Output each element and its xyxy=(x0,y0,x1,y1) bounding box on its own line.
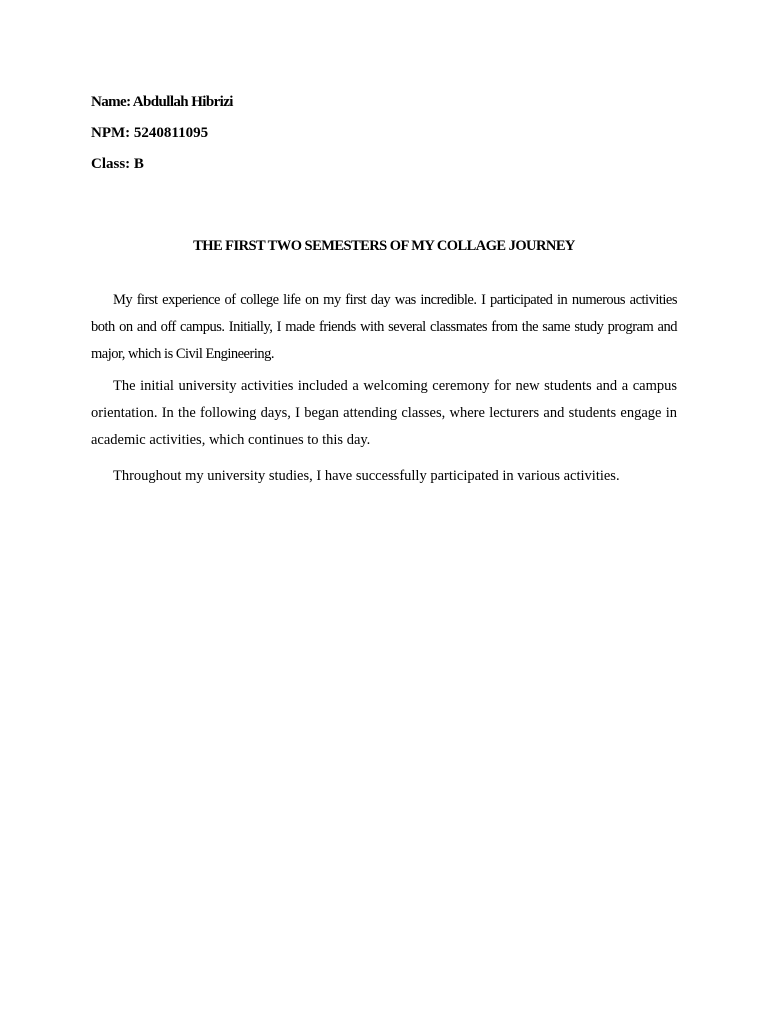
student-npm: NPM: 5240811095 xyxy=(91,125,209,141)
paragraph: Throughout my university studies, I have successfully participated in various activities. xyxy=(113,468,620,484)
document-title: THE FIRST TWO SEMESTERS OF MY COLLAGE JOURNEY xyxy=(193,238,575,254)
student-class: Class: B xyxy=(91,156,144,172)
document-body xyxy=(91,287,677,495)
paragraph: My first experience of college life on my first day was incredible. I participated in numerous activities both on and off campus. Initially, I made friends with several classmates from the same study program and major, which is Civil Engineering. xyxy=(91,292,677,362)
student-info xyxy=(91,92,233,185)
paragraph: The initial university activities included a welcoming ceremony for new students and a campus orientation. In the following days, I began attending classes, where lecturers and students engage in academic activities, which continues to this day. xyxy=(91,378,677,448)
student-name: Name: Abdullah Hibrizi xyxy=(91,94,233,110)
